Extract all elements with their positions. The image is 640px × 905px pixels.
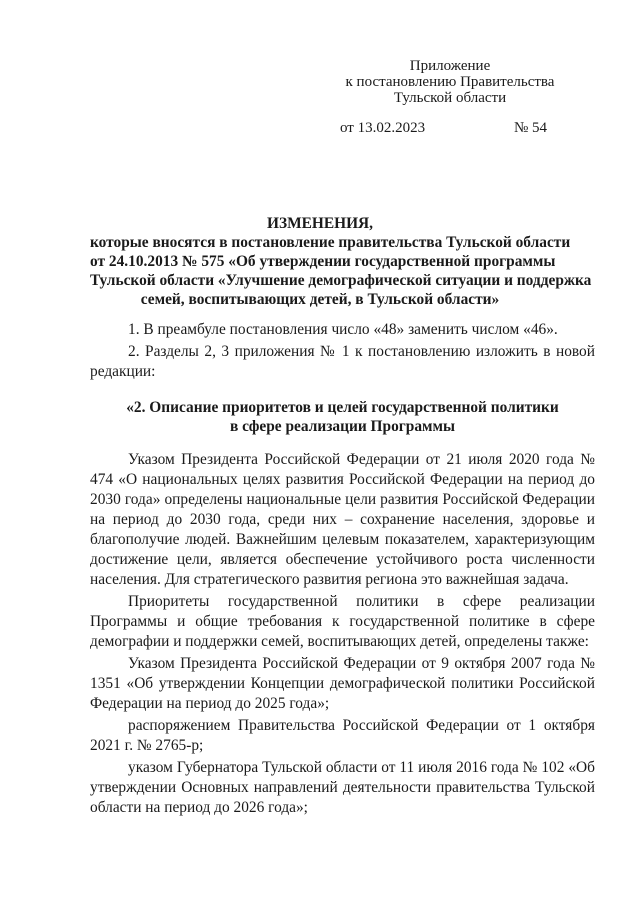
paragraph: Указом Президента Российской Федерации от 21 июля 2020 года № 474 «О национальных целях развития Российской Федерации на период до 2030 года» определены национальные цели развития Российской Федерации на период до 2030 года, среди них – сохранение населения, здоровье и благополучие людей. Важнейшим целевым показателем, характеризующим достижение цели, является обеспечение устойчивого роста численности населения. Для стратегического развития региона это важнейшая задача. <box>90 451 595 588</box>
paragraph: указом Губернатора Тульской области от 11 июля 2016 года № 102 «Об утверждении Основных направлений деятельности правительства Тульской области на период до 2026 года»; <box>90 759 595 816</box>
section-heading-line-2: в сфере реализации Программы <box>229 418 455 435</box>
document-date: от 13.02.2023 <box>340 120 426 136</box>
appendix-header <box>330 58 570 106</box>
paragraph: Приоритеты государственной политики в сфере реализации Программы и общие требования к государственной политике в сфере демографии и поддержки семей, воспитывающих детей, определены также: <box>90 593 595 650</box>
intro-paragraphs <box>90 320 595 382</box>
appendix-line-2: к постановлению Правительства <box>345 74 555 90</box>
title-heading: ИЗМЕНЕНИЯ, <box>266 215 374 232</box>
document-number: № 54 <box>514 120 548 136</box>
section-paragraphs <box>90 450 595 818</box>
paragraph: Указом Президента Российской Федерации от 9 октября 2007 года № 1351 «Об утверждении Концепции демографической политики Российской Федерации на период до 2025 года»; <box>90 655 595 712</box>
appendix-line-3: Тульской области <box>393 90 507 106</box>
section-heading <box>90 398 595 436</box>
title-line-1: которые вносятся в постановление правительства Тульской области <box>90 234 571 251</box>
paragraph: распоряжением Правительства Российской Федерации от 1 октября 2021 г. № 2765-р; <box>90 717 595 754</box>
title-line-3: Тульской области «Улучшение демографической ситуации и поддержка <box>90 272 592 289</box>
paragraph: 1. В преамбуле постановления число «48» заменить числом «46». <box>128 321 558 338</box>
section-heading-line-1: «2. Описание приоритетов и целей государственной политики <box>126 399 559 416</box>
title-line-2: от 24.10.2013 № 575 «Об утверждении государственной программы <box>90 253 556 270</box>
appendix-line-1: Приложение <box>409 58 491 74</box>
document-title <box>90 214 592 309</box>
paragraph: 2. Разделы 2, 3 приложения № 1 к постановлению изложить в новой редакции: <box>90 343 595 380</box>
title-line-4: семей, воспитывающих детей, в Тульской области» <box>140 291 500 308</box>
